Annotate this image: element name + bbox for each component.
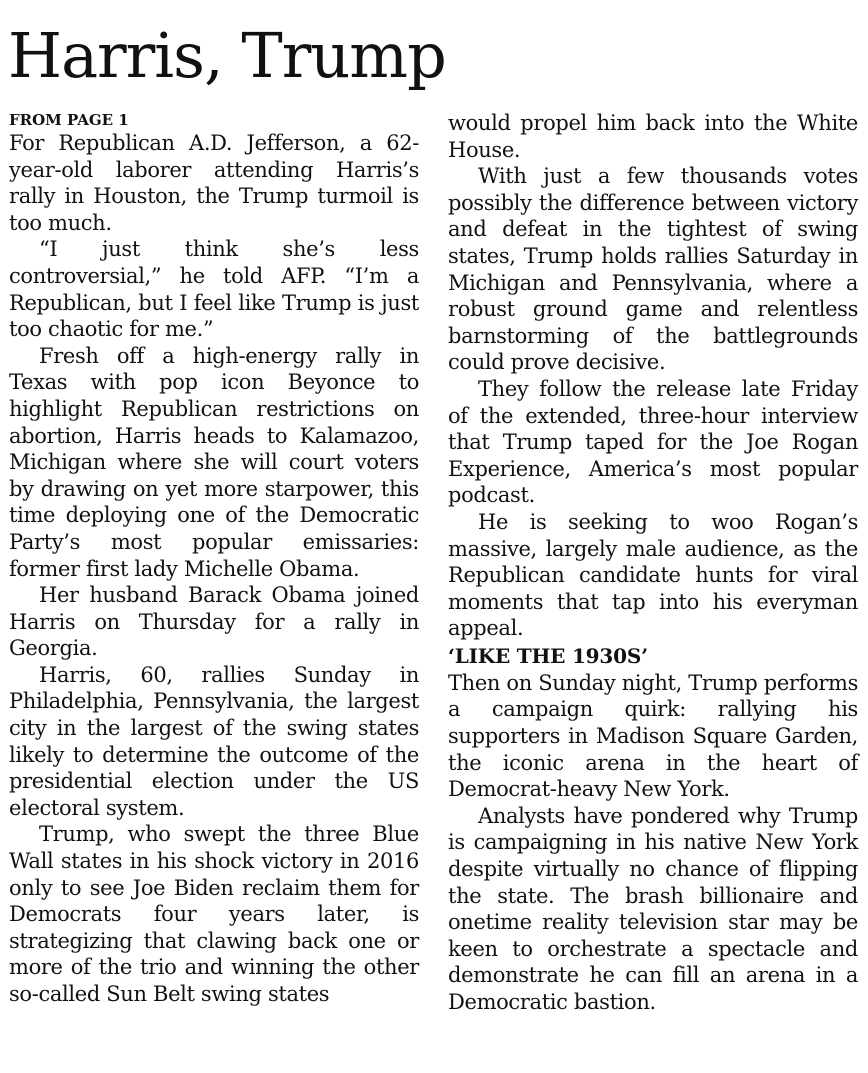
paragraph: Her husband Barack Obama joined Harris on Thursday for a rally in Georgia. [9, 583, 419, 661]
paragraph: He is seeking to woo Rogan’s massive, largely male audience, as the Republican candidate hunts for viral moments that tap into his everyman appeal. [448, 509, 858, 641]
article-column-left [9, 110, 419, 1008]
paragraph: Harris, 60, rallies Sunday in Philadelphia, Pennsylvania, the largest city in the largest of the swing states likely to determine the outcome of the presidential election under the US electoral system. [9, 662, 419, 820]
section-subhead: ‘LIKE THE 1930S’ [448, 643, 648, 668]
article-column-right [448, 110, 858, 1016]
paragraph: For Republican A.D. Jefferson, a 62-year-old laborer attending Harris’s rally in Houston, the Trump turmoil is too much. [9, 131, 419, 235]
paragraph: Fresh off a high-energy rally in Texas with pop icon Beyonce to highlight Republican restrictions on abortion, Harris heads to Kalamazoo, Michigan where she will court voters by drawing on yet more starpower, this time deploying one of the Democratic Party’s most popular emissaries: former first lady Michelle Obama. [9, 343, 419, 581]
paragraph: With just a few thousands votes possibly the difference between victory and defeat in the tightest of swing states, Trump holds rallies Saturday in Michigan and Pennsylvania, where a robust ground game and relentless barnstorming of the battlegrounds could prove decisive. [448, 164, 858, 375]
paragraph: They follow the release late Friday of the extended, three-hour interview that Trump taped for the Joe Rogan Experience, America’s most popular podcast. [448, 376, 858, 508]
paragraph: “I just think she’s less controversial,” he told AFP. “I’m a Republican, but I feel like Trump is just too chaotic for me.” [9, 237, 419, 342]
headline: Harris, Trump [8, 19, 446, 92]
paragraph: Analysts have pondered why Trump is campaigning in his native New York despite virtually no chance of flipping the state. The brash billionaire and onetime reality television star may be keen to orchestrate a spectacle and demonstrate he can fill an arena in a Democratic bastion. [448, 803, 858, 1014]
paragraph: Then on Sunday night, Trump performs a campaign quirk: rallying his supporters in Madison Square Garden, the iconic arena in the heart of Democrat-heavy New York. [448, 670, 858, 802]
paragraph: Trump, who swept the three Blue Wall states in his shock victory in 2016 only to see Joe Biden reclaim them for Democrats four years later, is strategizing that clawing back one or more of the trio and winning the other so-called Sun Belt swing states [9, 822, 419, 1006]
paragraph: would propel him back into the White House. [448, 111, 858, 162]
kicker: FROM PAGE 1 [9, 111, 129, 129]
